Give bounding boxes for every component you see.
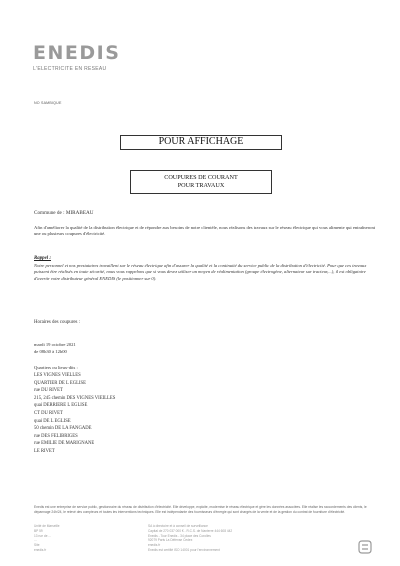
quartiers-list xyxy=(34,372,115,456)
footer-address xyxy=(34,524,60,553)
list-item: rue DU RIVET xyxy=(34,388,63,394)
footer-line: enedis.fr xyxy=(148,543,161,548)
pour-affichage-heading: POUR AFFICHAGE xyxy=(120,135,282,150)
coupures-heading-line2: POUR TRAVAUX xyxy=(177,182,225,189)
cut-date: mardi 19 octobre 2021 xyxy=(34,342,76,347)
list-item: LES VIGNES VIELLES xyxy=(34,373,81,378)
footer-company-info xyxy=(148,524,232,553)
footer-line: Unité de Marseille xyxy=(34,524,60,528)
intro-paragraph: Afin d'améliorer la qualité de la distribution électrique et de répondre aux besoins de notre clientèle, nous réalisons des travaux sur le réseau électrique qui vous alimente qui entraîneront une ou plusieurs coupures d'électricité. xyxy=(34,225,376,237)
footer-line: Site xyxy=(34,543,40,548)
list-item: rue DES FELIBRIGES xyxy=(34,433,78,439)
recycle-icon xyxy=(357,540,373,554)
list-item: rue EMILIE DE MARIGNANE xyxy=(34,441,95,447)
reference-code: NO SAMBIQUE xyxy=(34,101,62,105)
enedis-logo xyxy=(33,44,120,72)
rappel-title: Rappel : xyxy=(34,256,51,261)
list-item: quai DE L EGLISE xyxy=(34,418,71,424)
list-item: LE RIVET xyxy=(34,448,55,454)
list-item: QUARTIER DE L EGLISE xyxy=(34,380,87,386)
commune-line: Commune de : MIRABEAU xyxy=(34,210,94,216)
footer-line: Enedis - Tour Enedis - 34 place des Corolles xyxy=(148,533,211,538)
legal-notice: Enedis est une entreprise de service public, gestionnaire du réseau de distribution d'électricité. Elle développe, exploite, modernise le réseau électrique et gère les données associées. Elle réalise les raccordements des clients, le dépannage 24h/24, le relevé des compteurs et toutes les interventions techniques. Elle est indépendante des fournisseurs d'énergie qui sont chargés de la vente et de la gestion du contrat de fourniture d'électricité. xyxy=(34,505,367,514)
rappel-paragraph: Notre personnel et nos prestataires travaillent sur le réseau électrique afin d'assurer la qualité et la continuité du service public de la distribution d'électricité. Pour que ces travaux puissent être réalisés en toute sécurité, nous vous rappelons que si vous devez utiliser un moyen de réalimentation (groupe électrogène, alternateur sur tracteur,...), il est obligatoire d'avertir votre distributeur général ENEDIS (le positionner sur 0). xyxy=(34,263,367,281)
footer-line: Enedis est certifié ISO 14001 pour l'environnement xyxy=(148,547,220,552)
footer-line: 92079 Paris La Défense Cedex xyxy=(148,538,193,543)
footer-line: SA à directoire et à conseil de surveillance xyxy=(148,524,208,528)
coupures-heading-box xyxy=(130,170,272,194)
list-item: quai DERRIERE L EGLISE xyxy=(34,403,88,409)
cut-schedule xyxy=(34,342,76,355)
footer-line: enedis.fr xyxy=(34,547,47,552)
footer-line: 13 rue de ... xyxy=(34,533,52,538)
logo-wordmark: ENEDIS xyxy=(33,42,121,64)
footer-line: Capital de 270 037 000 € - R.C.S. de Nanterre 444 608 442 xyxy=(148,528,233,533)
horaires-label: Horaires des coupures : xyxy=(34,320,81,325)
cut-time: de 08h30 à 12h00 xyxy=(34,348,67,354)
footer-line: BP 59 xyxy=(34,528,43,533)
coupures-heading-line1: COUPURES DE COURANT xyxy=(164,174,238,181)
list-item: 50 chemin DE LA FANGADE xyxy=(34,426,92,432)
logo-tagline: L'ELECTRICITE EN RESEAU xyxy=(33,66,107,72)
list-item: CT DU RIVET xyxy=(34,410,63,416)
footer-line: ... xyxy=(34,538,37,543)
list-item: 215, 245 chemin DES VIGNES VIEILLES xyxy=(34,395,116,401)
quartiers-label: Quartiers ou lieux-dits : xyxy=(34,365,78,370)
